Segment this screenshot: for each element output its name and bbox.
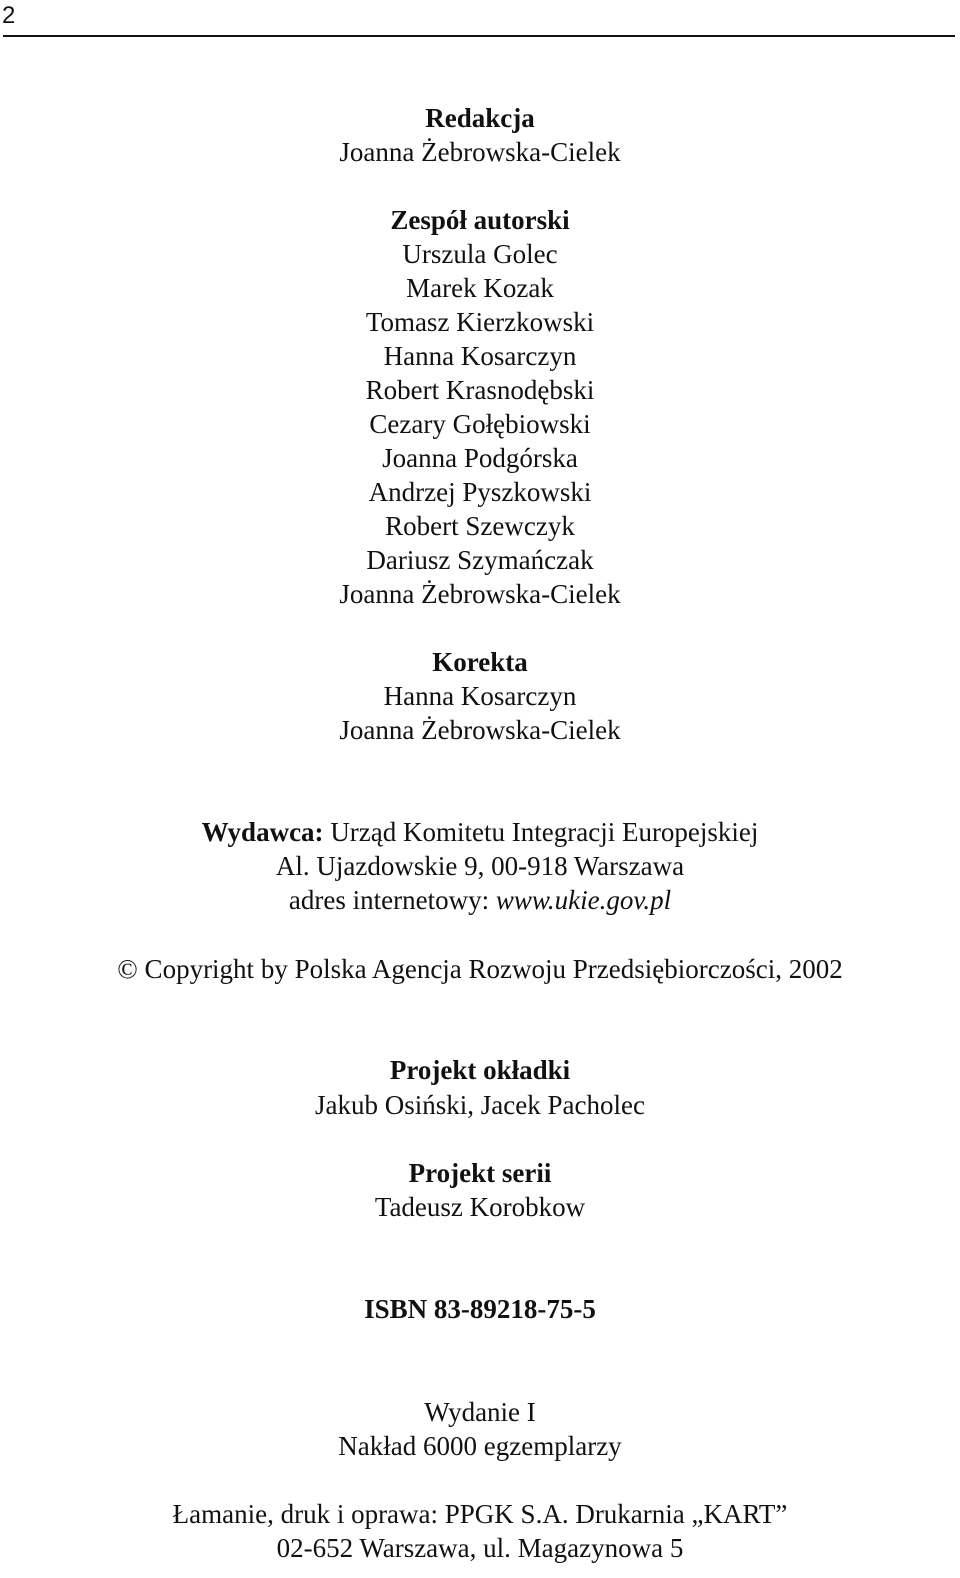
cover-design-heading: Projekt okładki — [389, 1055, 571, 1085]
isbn: ISBN 83-89218-75-5 — [364, 1294, 596, 1324]
author-name: Robert Szewczyk — [385, 511, 575, 541]
author-name: Dariusz Szymańczak — [366, 545, 594, 575]
author-name: Andrzej Pyszkowski — [368, 477, 592, 507]
cover-design-names: Jakub Osiński, Jacek Pacholec — [315, 1090, 645, 1120]
publisher-web-link[interactable]: www.ukie.gov.pl — [495, 885, 672, 915]
author-name: Cezary Gołębiowski — [369, 409, 591, 439]
publisher-label: Wydawca: — [201, 817, 324, 847]
series-design-heading: Projekt serii — [408, 1158, 552, 1188]
author-name: Hanna Kosarczyn — [383, 341, 577, 371]
author-name: Joanna Żebrowska-Cielek — [339, 579, 621, 609]
author-name: Urszula Golec — [402, 239, 558, 269]
author-name: Tomasz Kierzkowski — [365, 307, 595, 337]
publisher-web-line — [0, 883, 960, 917]
publisher-line — [0, 815, 960, 849]
korekta-heading: Korekta — [432, 647, 528, 677]
publisher-web-label: adres internetowy: — [288, 885, 490, 915]
redakcja-heading: Redakcja — [425, 103, 535, 133]
series-design-name: Tadeusz Korobkow — [374, 1192, 586, 1222]
publisher-name: Urząd Komitetu Integracji Europejskiej — [330, 817, 759, 847]
korekta-name: Hanna Kosarczyn — [383, 681, 577, 711]
publisher-address: Al. Ujazdowskie 9, 00-918 Warszawa — [275, 851, 685, 881]
print-run: Nakład 6000 egzemplarzy — [338, 1431, 622, 1461]
header-rule — [3, 35, 955, 37]
author-name: Robert Krasnodębski — [365, 375, 595, 405]
zespol-heading: Zespół autorski — [390, 205, 570, 235]
author-name: Joanna Podgórska — [382, 443, 578, 473]
redakcja-name: Joanna Żebrowska-Cielek — [339, 137, 621, 167]
copyright-notice: © Copyright by Polska Agencja Rozwoju Przedsiębiorczości, 2002 — [117, 954, 843, 984]
korekta-name: Joanna Żebrowska-Cielek — [339, 715, 621, 745]
page-number: 2 — [2, 2, 16, 29]
author-name: Marek Kozak — [406, 273, 554, 303]
edition: Wydanie I — [424, 1397, 536, 1427]
printer-info: Łamanie, druk i oprawa: PPGK S.A. Drukarnia „KART” — [172, 1499, 788, 1529]
printer-address: 02-652 Warszawa, ul. Magazynowa 5 — [276, 1533, 684, 1563]
